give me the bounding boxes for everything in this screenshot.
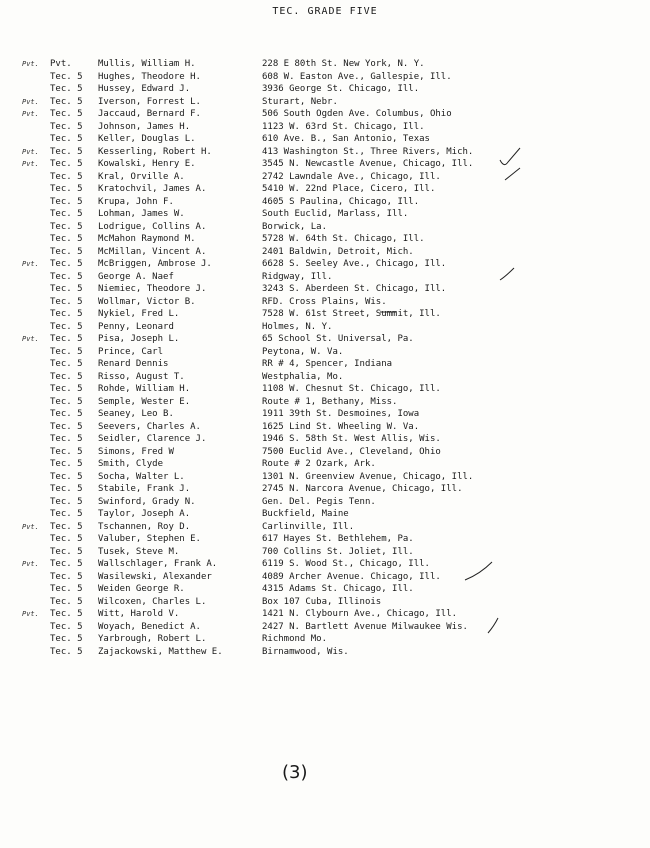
- name-cell: Seevers, Charles A.: [98, 421, 201, 432]
- grade-cell: Tec. 5: [50, 121, 83, 132]
- name-cell: Taylor, Joseph A.: [98, 509, 191, 519]
- grade-cell: Tec. 5: [50, 446, 83, 457]
- grade-cell: Tec. 5: [50, 296, 83, 307]
- address-cell: Borwick, La.: [262, 221, 328, 232]
- name-cell: Wilcoxen, Charles L.: [98, 596, 207, 607]
- grade-cell: Tec. 5: [50, 284, 83, 294]
- grade-cell: Tec. 5: [50, 646, 83, 657]
- address-cell: Carlinville, Ill.: [262, 521, 355, 532]
- name-cell: Seidler, Clarence J.: [98, 434, 207, 444]
- address-cell: 65 School St. Universal, Pa.: [262, 334, 414, 344]
- address-cell: Peytona, W. Va.: [262, 346, 344, 357]
- grade-cell: Tec. 5: [50, 271, 83, 282]
- name-cell: Tusek, Steve M.: [98, 546, 180, 557]
- name-cell: Semple, Wester E.: [98, 396, 191, 407]
- name-cell: Risso, August T.: [98, 371, 185, 382]
- table-row: [0, 183, 650, 196]
- address-cell: Sturart, Nebr.: [262, 96, 338, 107]
- name-cell: Johnson, James H.: [98, 121, 191, 132]
- address-cell: RR # 4, Spencer, Indiana: [262, 359, 393, 369]
- address-cell: 1421 N. Clybourn Ave., Chicago, Ill.: [262, 609, 458, 619]
- table-row: [0, 96, 650, 109]
- address-cell: 1301 N. Greenview Avenue, Chicago, Ill.: [262, 471, 474, 482]
- grade-cell: Tec. 5: [50, 221, 83, 232]
- name-cell: Wasilewski, Alexander: [98, 571, 212, 582]
- grade-cell: Tec. 5: [50, 359, 83, 369]
- address-cell: Richmond Mo.: [262, 634, 328, 644]
- address-cell: 1625 Lind St. Wheeling W. Va.: [262, 421, 420, 432]
- table-row: [0, 258, 650, 271]
- name-cell: Iverson, Forrest L.: [98, 96, 201, 107]
- table-row: [0, 371, 650, 384]
- address-cell: 7528 W. 61st Street, Summit, Ill.: [262, 309, 441, 319]
- address-cell: Box 107 Cuba, Illinois: [262, 596, 382, 607]
- address-cell: Birnamwood, Wis.: [262, 646, 349, 657]
- address-cell: 1108 W. Chesnut St. Chicago, Ill.: [262, 384, 441, 394]
- name-cell: McMillan, Vincent A.: [98, 246, 207, 257]
- name-cell: Jaccaud, Bernard F.: [98, 109, 201, 119]
- address-cell: 700 Collins St. Joliet, Ill.: [262, 546, 414, 557]
- table-row: [0, 146, 650, 159]
- table-row: [0, 471, 650, 484]
- address-cell: 1123 W. 63rd St. Chicago, Ill.: [262, 121, 425, 132]
- table-row: [0, 396, 650, 409]
- name-cell: Keller, Douglas L.: [98, 134, 196, 144]
- table-row: [0, 321, 650, 334]
- name-cell: Kesserling, Robert H.: [98, 146, 212, 157]
- table-row: [0, 496, 650, 509]
- grade-cell: Tec. 5: [50, 309, 83, 319]
- table-row: [0, 608, 650, 621]
- margin-note: Pvt.: [22, 110, 39, 118]
- name-cell: Valuber, Stephen E.: [98, 534, 201, 544]
- address-cell: 1911 39th St. Desmoines, Iowa: [262, 409, 420, 419]
- name-cell: Wallschlager, Frank A.: [98, 559, 218, 569]
- grade-cell: Tec. 5: [50, 84, 83, 94]
- name-cell: Hussey, Edward J.: [98, 84, 191, 94]
- address-cell: 2742 Lawndale Ave., Chicago, Ill.: [262, 171, 441, 182]
- address-cell: 4315 Adams St. Chicago, Ill.: [262, 584, 414, 594]
- table-row: [0, 583, 650, 596]
- grade-cell: Tec. 5: [50, 546, 83, 557]
- address-cell: 610 Ave. B., San Antonio, Texas: [262, 134, 430, 144]
- address-cell: 3243 S. Aberdeen St. Chicago, Ill.: [262, 284, 447, 294]
- page-number: (3): [282, 762, 308, 783]
- name-cell: Nykiel, Fred L.: [98, 309, 180, 319]
- grade-cell: Tec. 5: [50, 621, 83, 632]
- name-cell: Kratochvil, James A.: [98, 184, 207, 194]
- address-cell: Holmes, N. Y.: [262, 321, 333, 332]
- name-cell: Prince, Carl: [98, 346, 164, 357]
- table-row: [0, 621, 650, 634]
- address-cell: 6628 S. Seeley Ave., Chicago, Ill.: [262, 259, 447, 269]
- grade-cell: Tec. 5: [50, 396, 83, 407]
- address-cell: 617 Hayes St. Bethlehem, Pa.: [262, 534, 414, 544]
- table-row: [0, 571, 650, 584]
- address-cell: 3936 George St. Chicago, Ill.: [262, 84, 420, 94]
- margin-note: Pvt.: [22, 160, 39, 168]
- address-cell: 1946 S. 58th St. West Allis, Wis.: [262, 434, 441, 444]
- table-row: [0, 633, 650, 646]
- grade-cell: Tec. 5: [50, 334, 83, 344]
- address-cell: 7500 Euclid Ave., Cleveland, Ohio: [262, 446, 441, 457]
- address-cell: 413 Washington St., Three Rivers, Mich.: [262, 146, 474, 157]
- grade-cell: Tec. 5: [50, 371, 83, 382]
- address-cell: 4089 Archer Avenue. Chicago, Ill.: [262, 571, 441, 582]
- address-cell: 2427 N. Bartlett Avenue Milwaukee Wis.: [262, 621, 468, 632]
- address-cell: Ridgway, Ill.: [262, 271, 333, 282]
- address-cell: 2401 Baldwin, Detroit, Mich.: [262, 246, 414, 257]
- name-cell: Stabile, Frank J.: [98, 484, 191, 494]
- grade-cell: Tec. 5: [50, 234, 83, 244]
- name-cell: Tschannen, Roy D.: [98, 521, 191, 532]
- grade-cell: Tec. 5: [50, 496, 83, 507]
- table-row: [0, 108, 650, 121]
- table-row: [0, 246, 650, 259]
- name-cell: Socha, Walter L.: [98, 471, 185, 482]
- grade-cell: Tec. 5: [50, 521, 83, 532]
- address-cell: 506 South Ogden Ave. Columbus, Ohio: [262, 109, 452, 119]
- grade-cell: Tec. 5: [50, 246, 83, 257]
- table-row: [0, 358, 650, 371]
- grade-cell: Tec. 5: [50, 184, 83, 194]
- table-row: [0, 446, 650, 459]
- grade-cell: Tec. 5: [50, 559, 83, 569]
- name-cell: Rohde, William H.: [98, 384, 191, 394]
- table-row: [0, 458, 650, 471]
- margin-note: Pvt.: [22, 335, 39, 343]
- grade-cell: Tec. 5: [50, 571, 83, 582]
- table-row: [0, 121, 650, 134]
- address-cell: 5410 W. 22nd Place, Cicero, Ill.: [262, 184, 436, 194]
- address-cell: 5728 W. 64th St. Chicago, Ill.: [262, 234, 425, 244]
- address-cell: Route # 2 Ozark, Ark.: [262, 459, 376, 469]
- address-cell: Buckfield, Maine: [262, 509, 349, 519]
- name-cell: McBriggen, Ambrose J.: [98, 259, 212, 269]
- name-cell: Kral, Orville A.: [98, 171, 185, 182]
- grade-cell: Tec. 5: [50, 346, 83, 357]
- grade-cell: Tec. 5: [50, 484, 83, 494]
- table-row: [0, 483, 650, 496]
- margin-note: Pvt.: [22, 97, 39, 106]
- margin-note: Pvt.: [22, 147, 39, 156]
- table-row: [0, 208, 650, 221]
- grade-cell: Tec. 5: [50, 584, 83, 594]
- grade-cell: Tec. 5: [50, 109, 83, 119]
- name-cell: George A. Naef: [98, 271, 174, 282]
- page-title: TEC. GRADE FIVE: [272, 6, 378, 17]
- table-row: [0, 296, 650, 309]
- grade-cell: Tec. 5: [50, 171, 83, 182]
- grade-cell: Tec. 5: [50, 96, 83, 107]
- name-cell: Woyach, Benedict A.: [98, 621, 201, 632]
- table-row: [0, 533, 650, 546]
- grade-cell: Tec. 5: [50, 259, 83, 269]
- grade-cell: Tec. 5: [50, 421, 83, 432]
- table-row: [0, 196, 650, 209]
- address-cell: 228 E 80th St. New York, N. Y.: [262, 59, 425, 69]
- table-row: [0, 333, 650, 346]
- margin-note: Pvt.: [22, 610, 39, 618]
- table-row: [0, 508, 650, 521]
- table-row: [0, 83, 650, 96]
- grade-cell: Tec. 5: [50, 384, 83, 394]
- grade-cell: Tec. 5: [50, 471, 83, 482]
- table-row: [0, 646, 650, 659]
- margin-note: Pvt.: [22, 522, 39, 531]
- margin-note: Pvt.: [22, 260, 39, 268]
- table-row: [0, 521, 650, 534]
- name-cell: Weiden George R.: [98, 584, 185, 594]
- name-cell: Penny, Leonard: [98, 321, 174, 332]
- grade-cell: Tec. 5: [50, 596, 83, 607]
- name-cell: Niemiec, Theodore J.: [98, 284, 207, 294]
- address-cell: 4605 S Paulina, Chicago, Ill.: [262, 196, 420, 207]
- address-cell: 3545 N. Newcastle Avenue, Chicago, Ill.: [262, 159, 474, 169]
- grade-cell: Tec. 5: [50, 159, 83, 169]
- grade-cell: Tec. 5: [50, 609, 83, 619]
- address-cell: Route # 1, Bethany, Miss.: [262, 396, 398, 407]
- name-cell: Krupa, John F.: [98, 196, 174, 207]
- table-row: [0, 408, 650, 421]
- name-cell: Kowalski, Henry E.: [98, 159, 196, 169]
- table-row: [0, 546, 650, 559]
- table-row: [0, 308, 650, 321]
- table-row: [0, 558, 650, 571]
- grade-cell: Tec. 5: [50, 634, 83, 644]
- name-cell: Seaney, Leo B.: [98, 409, 174, 419]
- table-row: [0, 221, 650, 234]
- grade-cell: Tec. 5: [50, 146, 83, 157]
- name-cell: Pisa, Joseph L.: [98, 334, 180, 344]
- grade-cell: Pvt.: [50, 59, 72, 69]
- grade-cell: Tec. 5: [50, 134, 83, 144]
- name-cell: McMahon Raymond M.: [98, 234, 196, 244]
- table-row: [0, 421, 650, 434]
- table-row: [0, 58, 650, 71]
- table-row: [0, 158, 650, 171]
- table-row: [0, 346, 650, 359]
- address-cell: 6119 S. Wood St., Chicago, Ill.: [262, 559, 430, 569]
- address-cell: South Euclid, Marlass, Ill.: [262, 209, 409, 219]
- table-row: [0, 71, 650, 84]
- address-cell: 2745 N. Narcora Avenue, Chicago, Ill.: [262, 484, 463, 494]
- name-cell: Simons, Fred W: [98, 446, 174, 457]
- name-cell: Yarbrough, Robert L.: [98, 634, 207, 644]
- roster-table: [0, 58, 650, 658]
- margin-note: Pvt.: [22, 560, 39, 568]
- grade-cell: Tec. 5: [50, 409, 83, 419]
- name-cell: Wollmar, Victor B.: [98, 296, 196, 307]
- name-cell: Lohman, James W.: [98, 209, 185, 219]
- table-row: [0, 233, 650, 246]
- table-row: [0, 283, 650, 296]
- table-row: [0, 596, 650, 609]
- table-row: [0, 171, 650, 184]
- table-row: [0, 271, 650, 284]
- grade-cell: Tec. 5: [50, 509, 83, 519]
- grade-cell: Tec. 5: [50, 434, 83, 444]
- address-cell: Gen. Del. Pegis Tenn.: [262, 496, 376, 507]
- name-cell: Hughes, Theodore H.: [98, 71, 201, 82]
- name-cell: Swinford, Grady N.: [98, 496, 196, 507]
- grade-cell: Tec. 5: [50, 321, 83, 332]
- name-cell: Witt, Harold V.: [98, 609, 180, 619]
- address-cell: 608 W. Easton Ave., Gallespie, Ill.: [262, 71, 452, 82]
- name-cell: Zajackowski, Matthew E.: [98, 646, 223, 657]
- name-cell: Lodrigue, Collins A.: [98, 221, 207, 232]
- margin-note: Pvt.: [22, 60, 39, 68]
- grade-cell: Tec. 5: [50, 71, 83, 82]
- name-cell: Mullis, William H.: [98, 59, 196, 69]
- grade-cell: Tec. 5: [50, 196, 83, 207]
- grade-cell: Tec. 5: [50, 209, 83, 219]
- table-row: [0, 383, 650, 396]
- address-cell: RFD. Cross Plains, Wis.: [262, 296, 387, 307]
- address-cell: Westphalia, Mo.: [262, 371, 344, 382]
- table-row: [0, 433, 650, 446]
- name-cell: Smith, Clyde: [98, 459, 164, 469]
- grade-cell: Tec. 5: [50, 534, 83, 544]
- grade-cell: Tec. 5: [50, 459, 83, 469]
- name-cell: Renard Dennis: [98, 359, 169, 369]
- table-row: [0, 133, 650, 146]
